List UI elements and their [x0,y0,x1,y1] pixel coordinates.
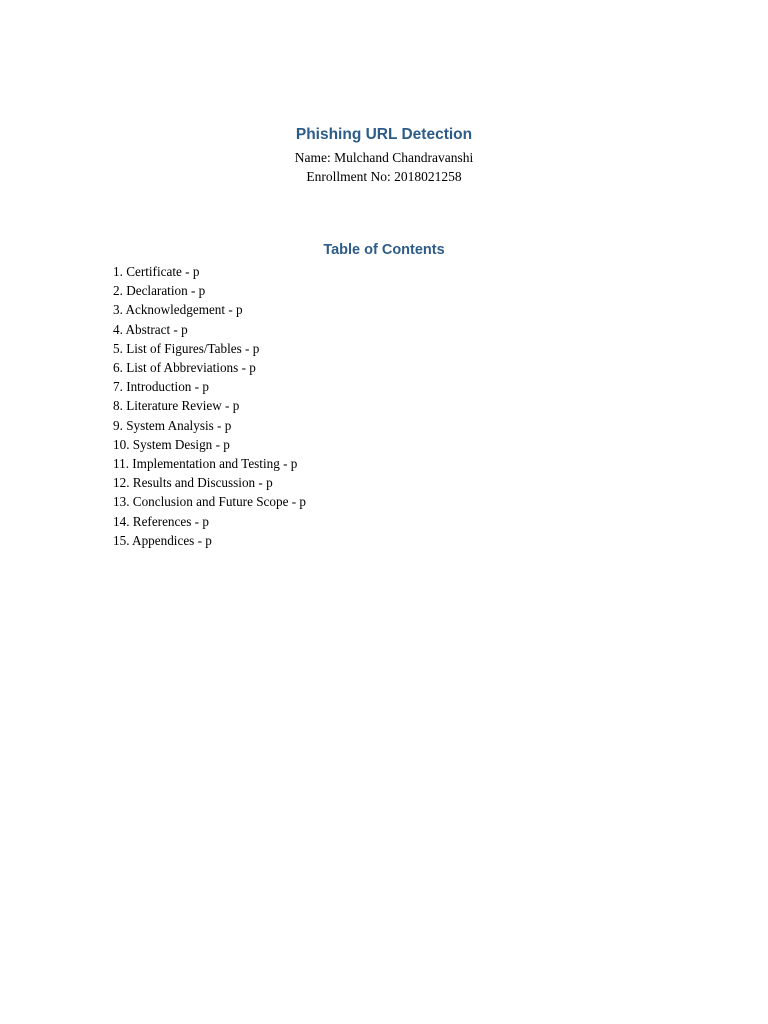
toc-item: 10. System Design - p [113,436,230,452]
toc-item: 11. Implementation and Testing - p [113,456,298,472]
toc-heading: Table of Contents [323,242,445,258]
enrollment-number: Enrollment No: 2018021258 [306,169,462,184]
toc-item: 2. Declaration - p [113,283,206,299]
toc-item: 8. Literature Review - p [113,398,240,414]
toc-item: 4. Abstract - p [113,321,188,337]
table-of-contents [113,262,306,550]
toc-item: 7. Introduction - p [113,379,209,395]
toc-item: 6. List of Abbreviations - p [113,360,256,376]
document-title: Phishing URL Detection [295,126,473,143]
toc-item: 3. Acknowledgement - p [113,302,243,318]
toc-item: 15. Appendices - p [113,532,212,548]
toc-item: 12. Results and Discussion - p [113,475,273,491]
toc-item: 1. Certificate - p [113,264,200,279]
author-name: Name: Mulchand Chandravanshi [294,150,474,165]
toc-item: 5. List of Figures/Tables - p [113,340,260,356]
toc-item: 14. References - p [113,513,209,529]
toc-item: 13. Conclusion and Future Scope - p [113,494,307,510]
toc-item: 9. System Analysis - p [113,417,232,433]
